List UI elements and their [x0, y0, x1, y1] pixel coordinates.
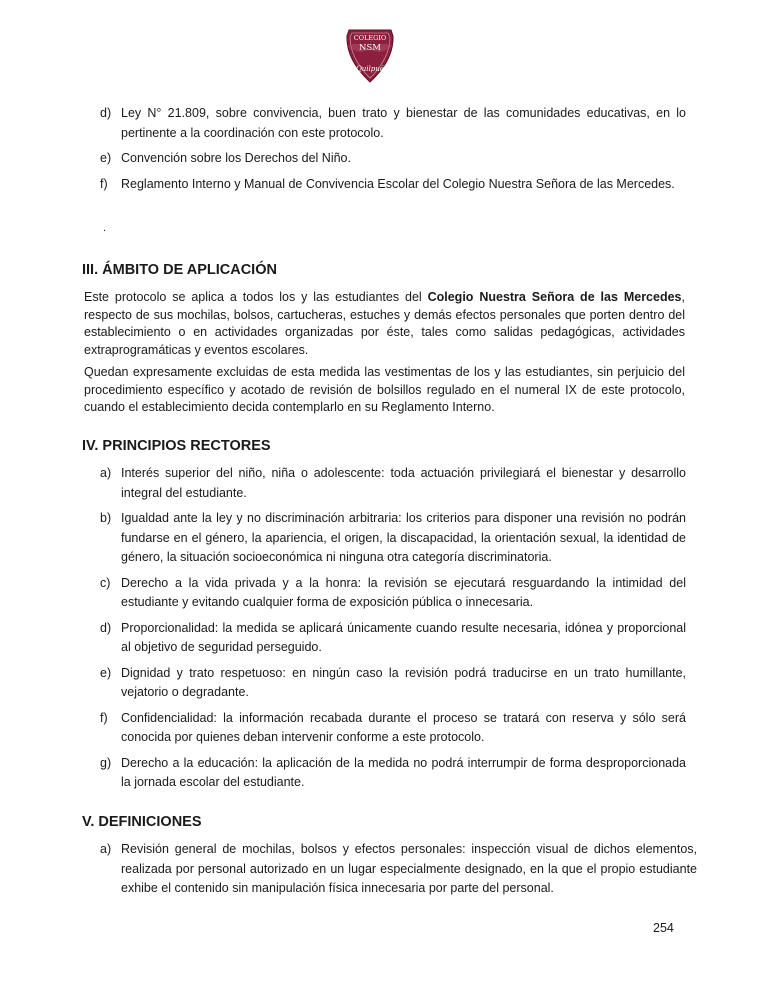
list-marker: g): [100, 755, 112, 770]
list-marker: d): [100, 620, 112, 635]
list-item: [0, 619, 765, 658]
principles-list: [0, 464, 765, 799]
list-item-text: Ley N° 21.809, sobre convivencia, buen trato y bienestar de las comunidades educativas, en lo pertinente a la coordinación con este protocolo.: [121, 106, 686, 140]
list-marker: e): [100, 665, 112, 680]
list-item-text: Confidencialidad: la información recabada durante el proceso se tratará con reserva y sólo será conocida por quienes deban intervenir conforme a este protocolo.: [121, 710, 686, 744]
page-number: 254: [653, 921, 674, 935]
school-logo: [341, 26, 399, 84]
logo-text-line1: COLEGIO: [353, 34, 387, 42]
list-marker: c): [100, 575, 111, 590]
paragraph-text: , respecto de sus mochilas, bolsos, cartucheras, estuches y demás efectos personales que porten dentro del establecimiento o en actividades organizadas por éste, tales como salidas pedagógicas, actividades extraprogramáticas y eventos escolares.: [84, 290, 685, 357]
list-item-text: Interés superior del niño, niña o adolescente: toda actuación privilegiará el bienestar y desarrollo integral del estudiante.: [121, 466, 686, 500]
legal-references-list: [0, 104, 765, 200]
list-item: [0, 464, 765, 503]
section-paragraph: Quedan expresamente excluidas de esta medida las vestimentas de los y las estudiantes, sin perjuicio del procedimiento específico y acotado de revisión de bolsillos regulado en el numeral IX de este protocolo, cuando el establecimiento decida contemplarlo en su Reglamento Interno.: [84, 365, 685, 414]
logo-text-line2: NSM: [359, 43, 381, 53]
section-paragraph: [84, 289, 685, 359]
list-item: [0, 709, 765, 748]
stray-dot: .: [103, 222, 107, 234]
list-item: [0, 509, 765, 568]
list-marker: f): [100, 176, 108, 191]
list-item-text: Derecho a la educación: la aplicación de la medida no podrá interrumpir de forma desproporcionada la jornada escolar del estudiante.: [121, 755, 686, 789]
list-marker: a): [100, 842, 112, 856]
section-heading-ambito: III. ÁMBITO DE APLICACIÓN: [82, 262, 277, 278]
list-item-text: Revisión general de mochilas, bolsos y efectos personales: inspección visual de dichos elementos, realizada por personal autorizado en un lugar especialmente designado, en la que el propio estudiante exhibe el contenido sin manipulación física innecesaria por parte del personal.: [121, 842, 697, 895]
list-item: [0, 574, 765, 613]
list-item: [0, 175, 765, 195]
list-item-text: Derecho a la vida privada y a la honra: la revisión se ejecutará resguardando la intimidad del estudiante y evitando cualquier forma de exposición pública o innecesaria.: [121, 575, 686, 609]
list-marker: f): [100, 710, 108, 725]
list-item: [0, 840, 765, 899]
list-item-text: Igualdad ante la ley y no discriminación arbitraria: los criterios para disponer una revisión no podrán fundarse en el género, la apariencia, el origen, la discapacidad, la orientación sexual, la identidad de género, la situación socioeconómica ni ninguna otra categoría discriminatoria.: [121, 511, 686, 564]
section-heading-principios: IV. PRINCIPIOS RECTORES: [82, 438, 271, 454]
list-item-text: Proporcionalidad: la medida se aplicará únicamente cuando resulte necesaria, idónea y proporcional al objetivo de seguridad perseguido.: [121, 620, 686, 654]
list-marker: e): [100, 151, 112, 165]
list-item: [0, 664, 765, 703]
list-marker: d): [100, 106, 112, 120]
school-name-bold: Colegio Nuestra Señora de las Mercedes: [427, 290, 682, 304]
definitions-list: [0, 840, 765, 905]
list-marker: a): [100, 466, 112, 480]
paragraph-text: Este protocolo se aplica a todos los y las estudiantes del: [84, 290, 428, 304]
list-item-text: Reglamento Interno y Manual de Convivencia Escolar del Colegio Nuestra Señora de las Mercedes.: [121, 176, 675, 191]
list-item: [0, 104, 765, 143]
section-heading-definiciones: V. DEFINICIONES: [82, 814, 202, 830]
list-item-text: Convención sobre los Derechos del Niño.: [121, 151, 351, 165]
list-item: [0, 754, 765, 793]
list-marker: b): [100, 511, 112, 525]
logo-text-line3: Quilpué: [356, 65, 384, 73]
list-item: [0, 149, 765, 169]
list-item-text: Dignidad y trato respetuoso: en ningún caso la revisión podrá traducirse en un trato humillante, vejatorio o degradante.: [121, 665, 686, 699]
